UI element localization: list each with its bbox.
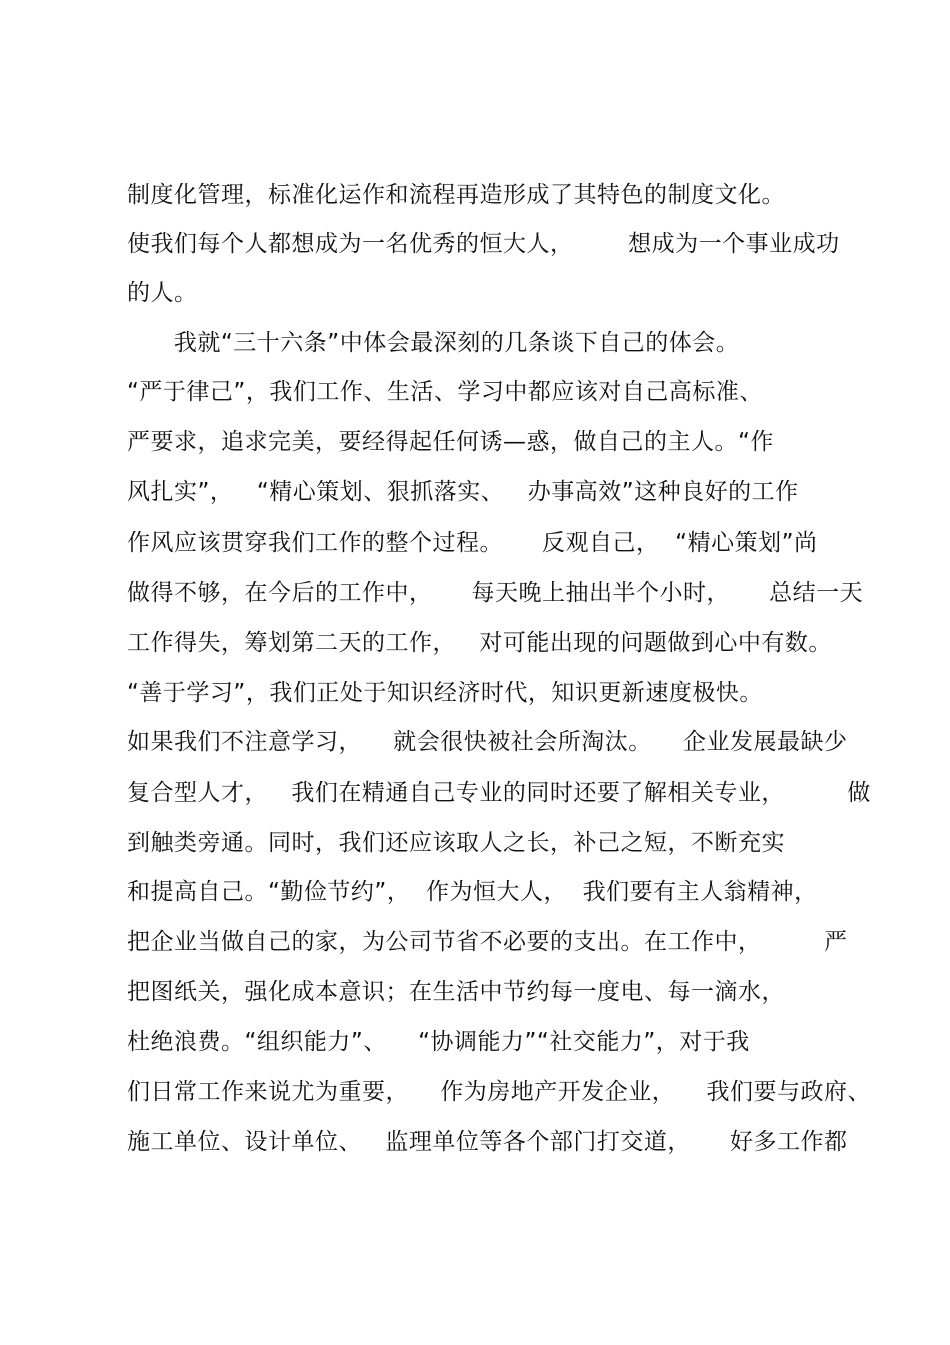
text-line: 的人。 <box>127 280 198 306</box>
text-line: 杜绝浪费。“组织能力”、 “协调能力”“社交能力”，对于我 <box>127 1029 750 1055</box>
text-line: “严于律己”，我们工作、生活、学习中都应该对自己高标准、 <box>127 379 763 405</box>
text-line: 到触类旁通。同时，我们还应该取人之长，补己之短，不断充实 <box>127 830 785 856</box>
text-line: 复合型人才， 我们在精通自己专业的同时还要了解相关专业， 做 <box>127 780 871 806</box>
text-line: 做得不够，在今后的工作中， 每天晚上抽出半个小时， 总结一天 <box>127 580 864 606</box>
text-line: 使我们每个人都想成为一名优秀的恒大人， 想成为一个事业成功 <box>127 231 840 257</box>
text-line: 把企业当做自己的家，为公司节省不必要的支出。在工作中， 严 <box>127 929 848 955</box>
text-line: 工作得失，筹划第二天的工作， 对可能出现的问题做到心中有数。 <box>127 630 832 656</box>
text-line: 施工单位、设计单位、 监理单位等各个部门打交道， 好多工作都 <box>127 1129 848 1155</box>
text-line: 如果我们不注意学习， 就会很快被社会所淘汰。 企业发展最缺少 <box>127 729 848 755</box>
text-line: 我就“三十六条”中体会最深刻的几条谈下自己的体会。 <box>127 330 740 356</box>
text-line: 严要求，追求完美，要经得起任何诱—惑，做自己的主人。“作 <box>127 429 774 455</box>
text-line: 和提高自己。“勤俭节约”， 作为恒大人， 我们要有主人翁精神， <box>127 879 818 905</box>
text-line: 风扎实”， “精心策划、狠抓落实、 办事高效”这种良好的工作 <box>127 479 799 505</box>
text-line: “善于学习”，我们正处于知识经济时代，知识更新速度极快。 <box>127 680 763 706</box>
text-line: 们日常工作来说尤为重要， 作为房地产开发企业， 我们要与政府、 <box>127 1079 871 1105</box>
text-line: 制度化管理，标准化运作和流程再造形成了其特色的制度文化。 <box>127 182 785 208</box>
text-line: 把图纸关，强化成本意识；在生活中节约每一度电、每一滴水， <box>127 979 785 1005</box>
text-line: 作风应该贯穿我们工作的整个过程。 反观自己， “精心策划”尚 <box>127 530 818 556</box>
